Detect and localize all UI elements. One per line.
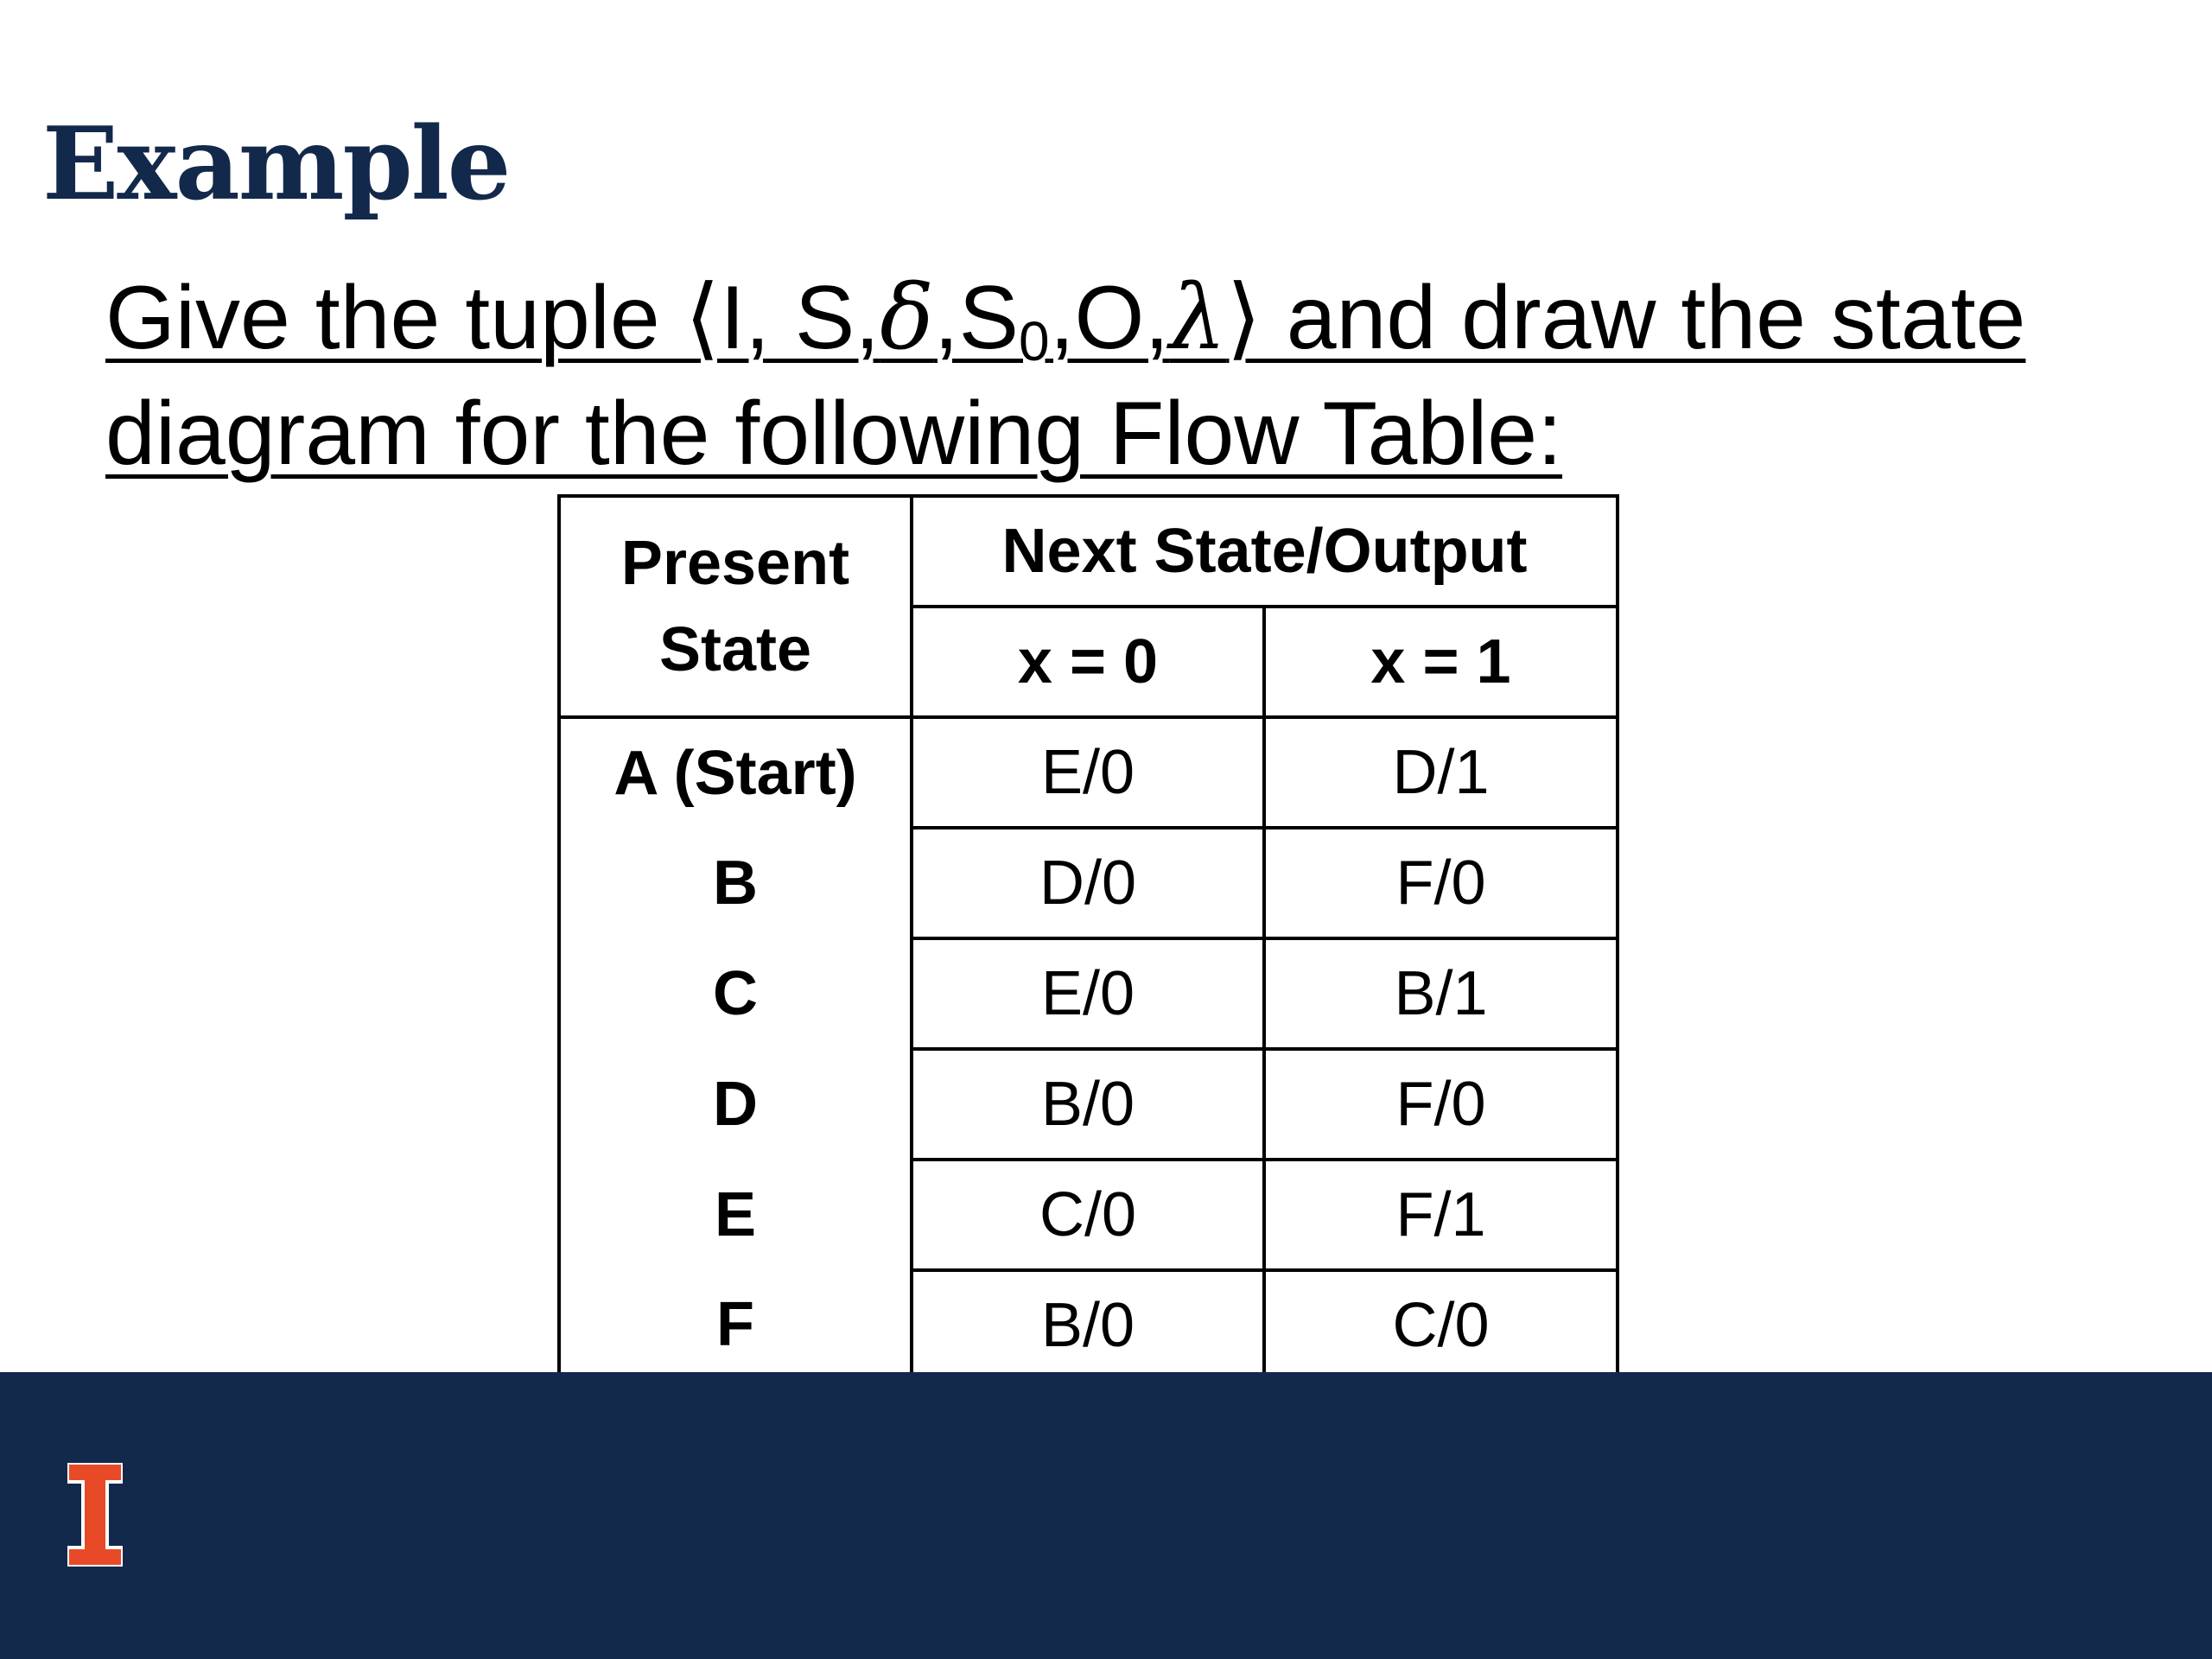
table-row xyxy=(559,1270,1618,1381)
prompt-s0-base: ,S xyxy=(933,268,1020,368)
question-prompt xyxy=(105,259,2093,492)
next-state-x0-cell: B/0 xyxy=(912,1270,1264,1381)
next-state-x1-cell: F/0 xyxy=(1264,828,1618,938)
next-state-x1-cell: B/1 xyxy=(1264,938,1618,1049)
present-state-header-line2: State xyxy=(658,615,812,684)
block-i-logo-icon xyxy=(67,1463,123,1567)
column-header-x1: x = 1 xyxy=(1264,607,1618,717)
next-state-x1-cell: F/0 xyxy=(1264,1049,1618,1160)
footer-bar xyxy=(0,1372,2212,1659)
next-state-x0-cell: E/0 xyxy=(912,938,1264,1049)
next-state-x0-cell: E/0 xyxy=(912,717,1264,828)
state-cell: A (Start) xyxy=(559,717,912,828)
table-row xyxy=(559,938,1618,1049)
slide-title: Example xyxy=(42,105,510,223)
prompt-before: Give the tuple ⟨I, S, xyxy=(105,268,880,368)
prompt-rest: ⟩ and draw the state diagram for the following Flow Table: xyxy=(105,268,2026,484)
lambda-symbol: λ xyxy=(1169,264,1227,370)
table-row xyxy=(559,828,1618,938)
state-cell: B xyxy=(559,828,912,938)
state-cell: D xyxy=(559,1049,912,1160)
next-state-x0-cell: D/0 xyxy=(912,828,1264,938)
state-cell: E xyxy=(559,1160,912,1270)
state-cell: C xyxy=(559,938,912,1049)
delta-symbol: δ xyxy=(880,264,934,370)
next-state-x0-cell: C/0 xyxy=(912,1160,1264,1270)
prompt-s0-subscript: 0 xyxy=(1019,310,1050,372)
present-state-header-line1: Present xyxy=(620,529,850,598)
table-row xyxy=(559,1049,1618,1160)
next-state-x1-cell: F/1 xyxy=(1264,1160,1618,1270)
next-state-output-header: Next State/Output xyxy=(912,496,1618,607)
table-row xyxy=(559,1160,1618,1270)
prompt-after-sub: ,O, xyxy=(1049,268,1170,368)
present-state-header xyxy=(559,496,912,717)
table-row xyxy=(559,717,1618,828)
state-cell: F xyxy=(559,1270,912,1381)
flow-table xyxy=(557,494,1619,1382)
flow-table-container xyxy=(557,494,1616,1382)
next-state-x1-cell: C/0 xyxy=(1264,1270,1618,1381)
next-state-x0-cell: B/0 xyxy=(912,1049,1264,1160)
column-header-x0: x = 0 xyxy=(912,607,1264,717)
next-state-x1-cell: D/1 xyxy=(1264,717,1618,828)
